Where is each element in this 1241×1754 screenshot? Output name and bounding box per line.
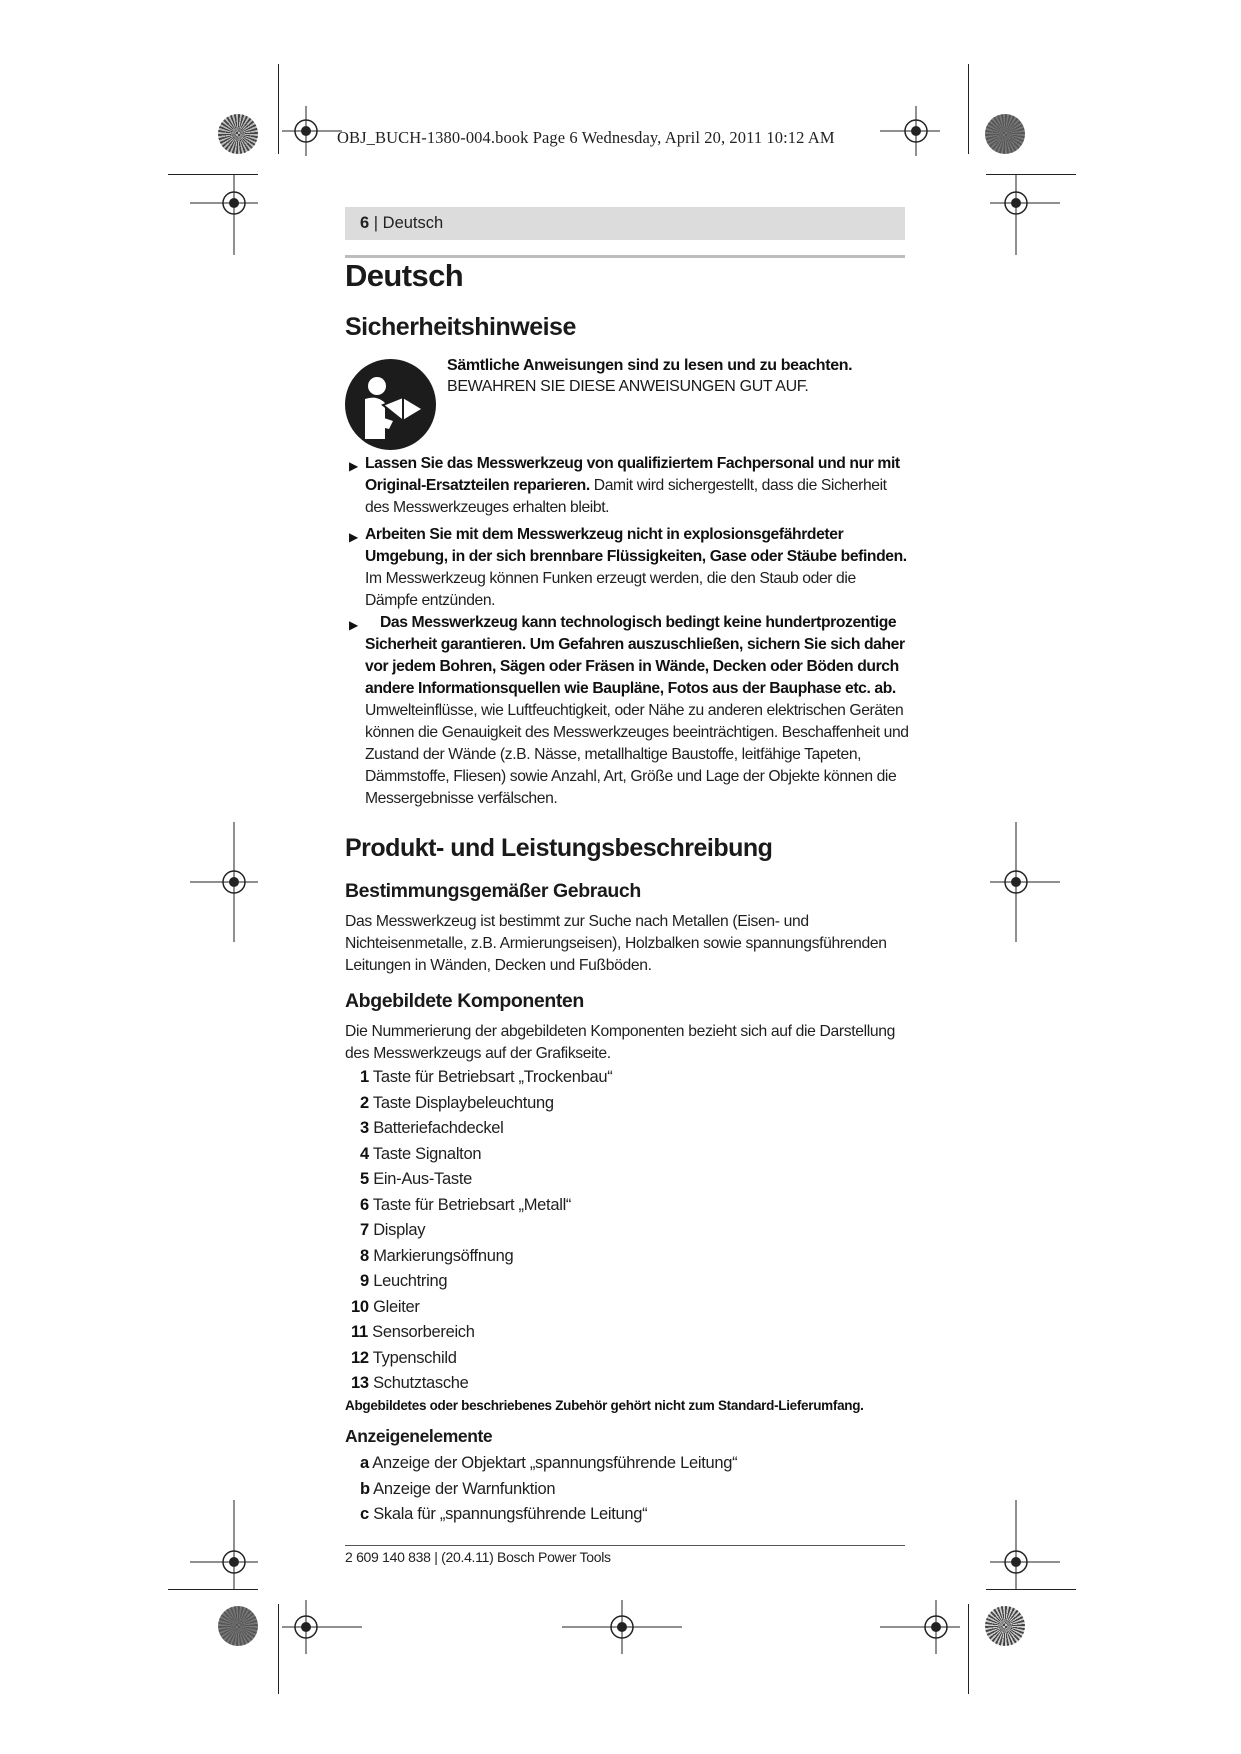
component-label: Gleiter xyxy=(373,1298,420,1316)
product-heading: Produkt- und Leistungsbeschreibung xyxy=(345,834,773,862)
intended-use-text: Das Messwerkzeug ist bestimmt zur Suche nach Metallen (Eisen- und Nichteisenmetalle, z.B. Armierungseisen), Holzbalken sowie spannungsführenden Leitungen in Wänden, Decken und Fußböden. xyxy=(345,913,887,974)
registration-mark-icon xyxy=(282,106,342,156)
page-footer: 2 609 140 838 | (20.4.11) Bosch Power Tools xyxy=(345,1549,611,1565)
safety-item-text: Im Messwerkzeug können Funken erzeugt werden, die den Staub oder die Dämpfe entzünden. xyxy=(365,570,856,609)
component-number: 4 xyxy=(360,1145,369,1163)
component-label: Taste für Betriebsart „Metall“ xyxy=(372,1196,572,1214)
page-number: 6 xyxy=(360,214,370,232)
component-label: Schutztasche xyxy=(373,1374,469,1392)
registration-mark-icon xyxy=(980,1500,1060,1590)
registration-mark-icon xyxy=(282,1600,362,1654)
crop-mark xyxy=(278,1604,279,1694)
component-number: 3 xyxy=(360,1119,369,1137)
component-item xyxy=(351,1323,475,1342)
display-element-item xyxy=(360,1505,647,1524)
component-item xyxy=(360,1145,481,1164)
registration-mark-icon xyxy=(190,175,270,255)
component-number: 2 xyxy=(360,1094,369,1112)
safety-intro-bold: Sämtliche Anweisungen sind zu lesen und zu beachten. xyxy=(447,357,853,374)
read-manual-icon xyxy=(345,359,436,450)
component-number: 12 xyxy=(351,1349,369,1367)
registration-mark-icon xyxy=(562,1600,682,1654)
components-heading: Abgebildete Komponenten xyxy=(345,990,584,1012)
registration-mark-icon xyxy=(880,1600,960,1654)
color-wheel-icon xyxy=(985,1606,1025,1646)
component-number: 1 xyxy=(360,1068,369,1086)
display-element-letter: a xyxy=(360,1454,369,1472)
component-number: 9 xyxy=(360,1272,369,1290)
component-number: 7 xyxy=(360,1221,369,1239)
component-item xyxy=(351,1374,469,1393)
component-label: Markierungsöffnung xyxy=(373,1247,514,1265)
component-item xyxy=(360,1272,447,1291)
component-label: Batteriefachdeckel xyxy=(373,1119,504,1137)
safety-intro-caps: BEWAHREN SIE DIESE ANWEISUNGEN GUT AUF. xyxy=(447,378,809,395)
safety-heading: Sicherheitshinweise xyxy=(345,313,576,341)
display-element-letter: b xyxy=(360,1480,370,1498)
component-number: 8 xyxy=(360,1247,369,1265)
display-element-item xyxy=(360,1454,737,1473)
component-item xyxy=(360,1221,425,1240)
color-wheel-icon xyxy=(985,114,1025,154)
color-wheel-icon xyxy=(218,1606,258,1646)
registration-mark-icon xyxy=(880,106,940,156)
display-elements-heading: Anzeigenelemente xyxy=(345,1426,493,1446)
component-label: Sensorbereich xyxy=(372,1323,475,1341)
accessory-note: Abgebildetes oder beschriebenes Zubehör gehört nicht zum Standard-Lieferumfang. xyxy=(345,1398,864,1413)
component-label: Taste Displaybeleuchtung xyxy=(372,1094,554,1112)
component-item xyxy=(360,1247,513,1266)
display-element-item xyxy=(360,1480,555,1499)
running-head-section: Deutsch xyxy=(382,214,444,232)
display-element-label: Skala für „spannungsführende Leitung“ xyxy=(373,1505,648,1523)
safety-item-bold: Das Messwerkzeug kann technologisch bedingt keine hundertprozentige Sicherheit garantieren. Um Gefahren auszuschließen, sichern Sie sich daher vor jedem Bohren, Sägen oder Fräsen in Wände, Decken oder Böden durch andere Informationsquellen wie Baupläne, Fotos aus der Bauphase etc. ab. xyxy=(365,614,905,697)
running-head-separator: | xyxy=(369,214,383,232)
component-item xyxy=(360,1196,571,1215)
safety-item xyxy=(365,524,910,612)
safety-item-bold: Lassen Sie das Messwerkzeug von qualifiziertem Fachpersonal und nur mit Original-Ersatzteilen reparieren. xyxy=(365,455,900,494)
display-element-label: Anzeige der Warnfunktion xyxy=(373,1480,556,1498)
safety-item xyxy=(365,453,910,519)
component-number: 10 xyxy=(351,1298,369,1316)
component-label: Taste für Betriebsart „Trockenbau“ xyxy=(372,1068,613,1086)
registration-mark-icon xyxy=(980,175,1060,255)
component-item xyxy=(360,1094,554,1113)
safety-item-text: Damit wird sichergestellt, dass die Sicherheit des Messwerkzeuges erhalten bleibt. xyxy=(365,477,887,516)
safety-item xyxy=(365,612,915,810)
component-label: Leuchtring xyxy=(373,1272,448,1290)
component-number: 13 xyxy=(351,1374,369,1392)
safety-item-text: Umwelteinflüsse, wie Luftfeuchtigkeit, oder Nähe zu anderen elektrischen Geräten können die Genauigkeit des Messwerkzeuges beeinträchtigen. Beschaffenheit und Zustand der Wände (z.B. Nässe, metallhaltige Baustoffe, leitfähige Tapeten, Dämmstoffe, Fliesen) sowie Anzahl, Art, Größe und Lage der Objekte können die Messergebnisse verfälschen. xyxy=(365,702,909,807)
component-item xyxy=(360,1068,612,1087)
print-job-header: OBJ_BUCH-1380-004.book Page 6 Wednesday, April 20, 2011 10:12 AM xyxy=(337,128,835,147)
registration-mark-icon xyxy=(190,1500,270,1590)
page-title: Deutsch xyxy=(345,258,464,293)
component-item xyxy=(360,1119,504,1138)
registration-mark-icon xyxy=(980,822,1060,942)
registration-mark-icon xyxy=(190,822,270,942)
footer-divider xyxy=(345,1545,905,1546)
components-intro: Die Nummerierung der abgebildeten Komponenten bezieht sich auf die Darstellung des Messwerkzeugs auf der Grafikseite. xyxy=(345,1023,895,1062)
crop-mark xyxy=(278,64,279,154)
component-number: 5 xyxy=(360,1170,369,1188)
component-item xyxy=(360,1170,472,1189)
component-number: 11 xyxy=(351,1323,368,1341)
component-number: 6 xyxy=(360,1196,369,1214)
running-head xyxy=(345,207,905,240)
component-label: Taste Signalton xyxy=(372,1145,482,1163)
component-label: Display xyxy=(373,1221,426,1239)
component-item xyxy=(351,1298,420,1317)
display-element-label: Anzeige der Objektart „spannungsführende Leitung“ xyxy=(372,1454,738,1472)
color-wheel-icon xyxy=(218,114,258,154)
safety-intro xyxy=(447,355,907,397)
component-label: Typenschild xyxy=(372,1349,457,1367)
crop-mark xyxy=(968,64,969,154)
display-element-letter: c xyxy=(360,1505,369,1523)
bullet-triangle-icon: ▶ xyxy=(349,459,359,473)
bullet-triangle-icon: ▶ xyxy=(349,530,359,544)
component-label: Ein-Aus-Taste xyxy=(373,1170,472,1188)
bullet-triangle-icon: ▶ xyxy=(349,618,359,632)
intended-use-heading: Bestimmungsgemäßer Gebrauch xyxy=(345,880,641,902)
safety-item-bold: Arbeiten Sie mit dem Messwerkzeug nicht in explosionsgefährdeter Umgebung, in der sich brennbare Flüssigkeiten, Gase oder Stäube befinden. xyxy=(365,526,907,565)
crop-mark xyxy=(968,1604,969,1694)
component-item xyxy=(351,1349,457,1368)
